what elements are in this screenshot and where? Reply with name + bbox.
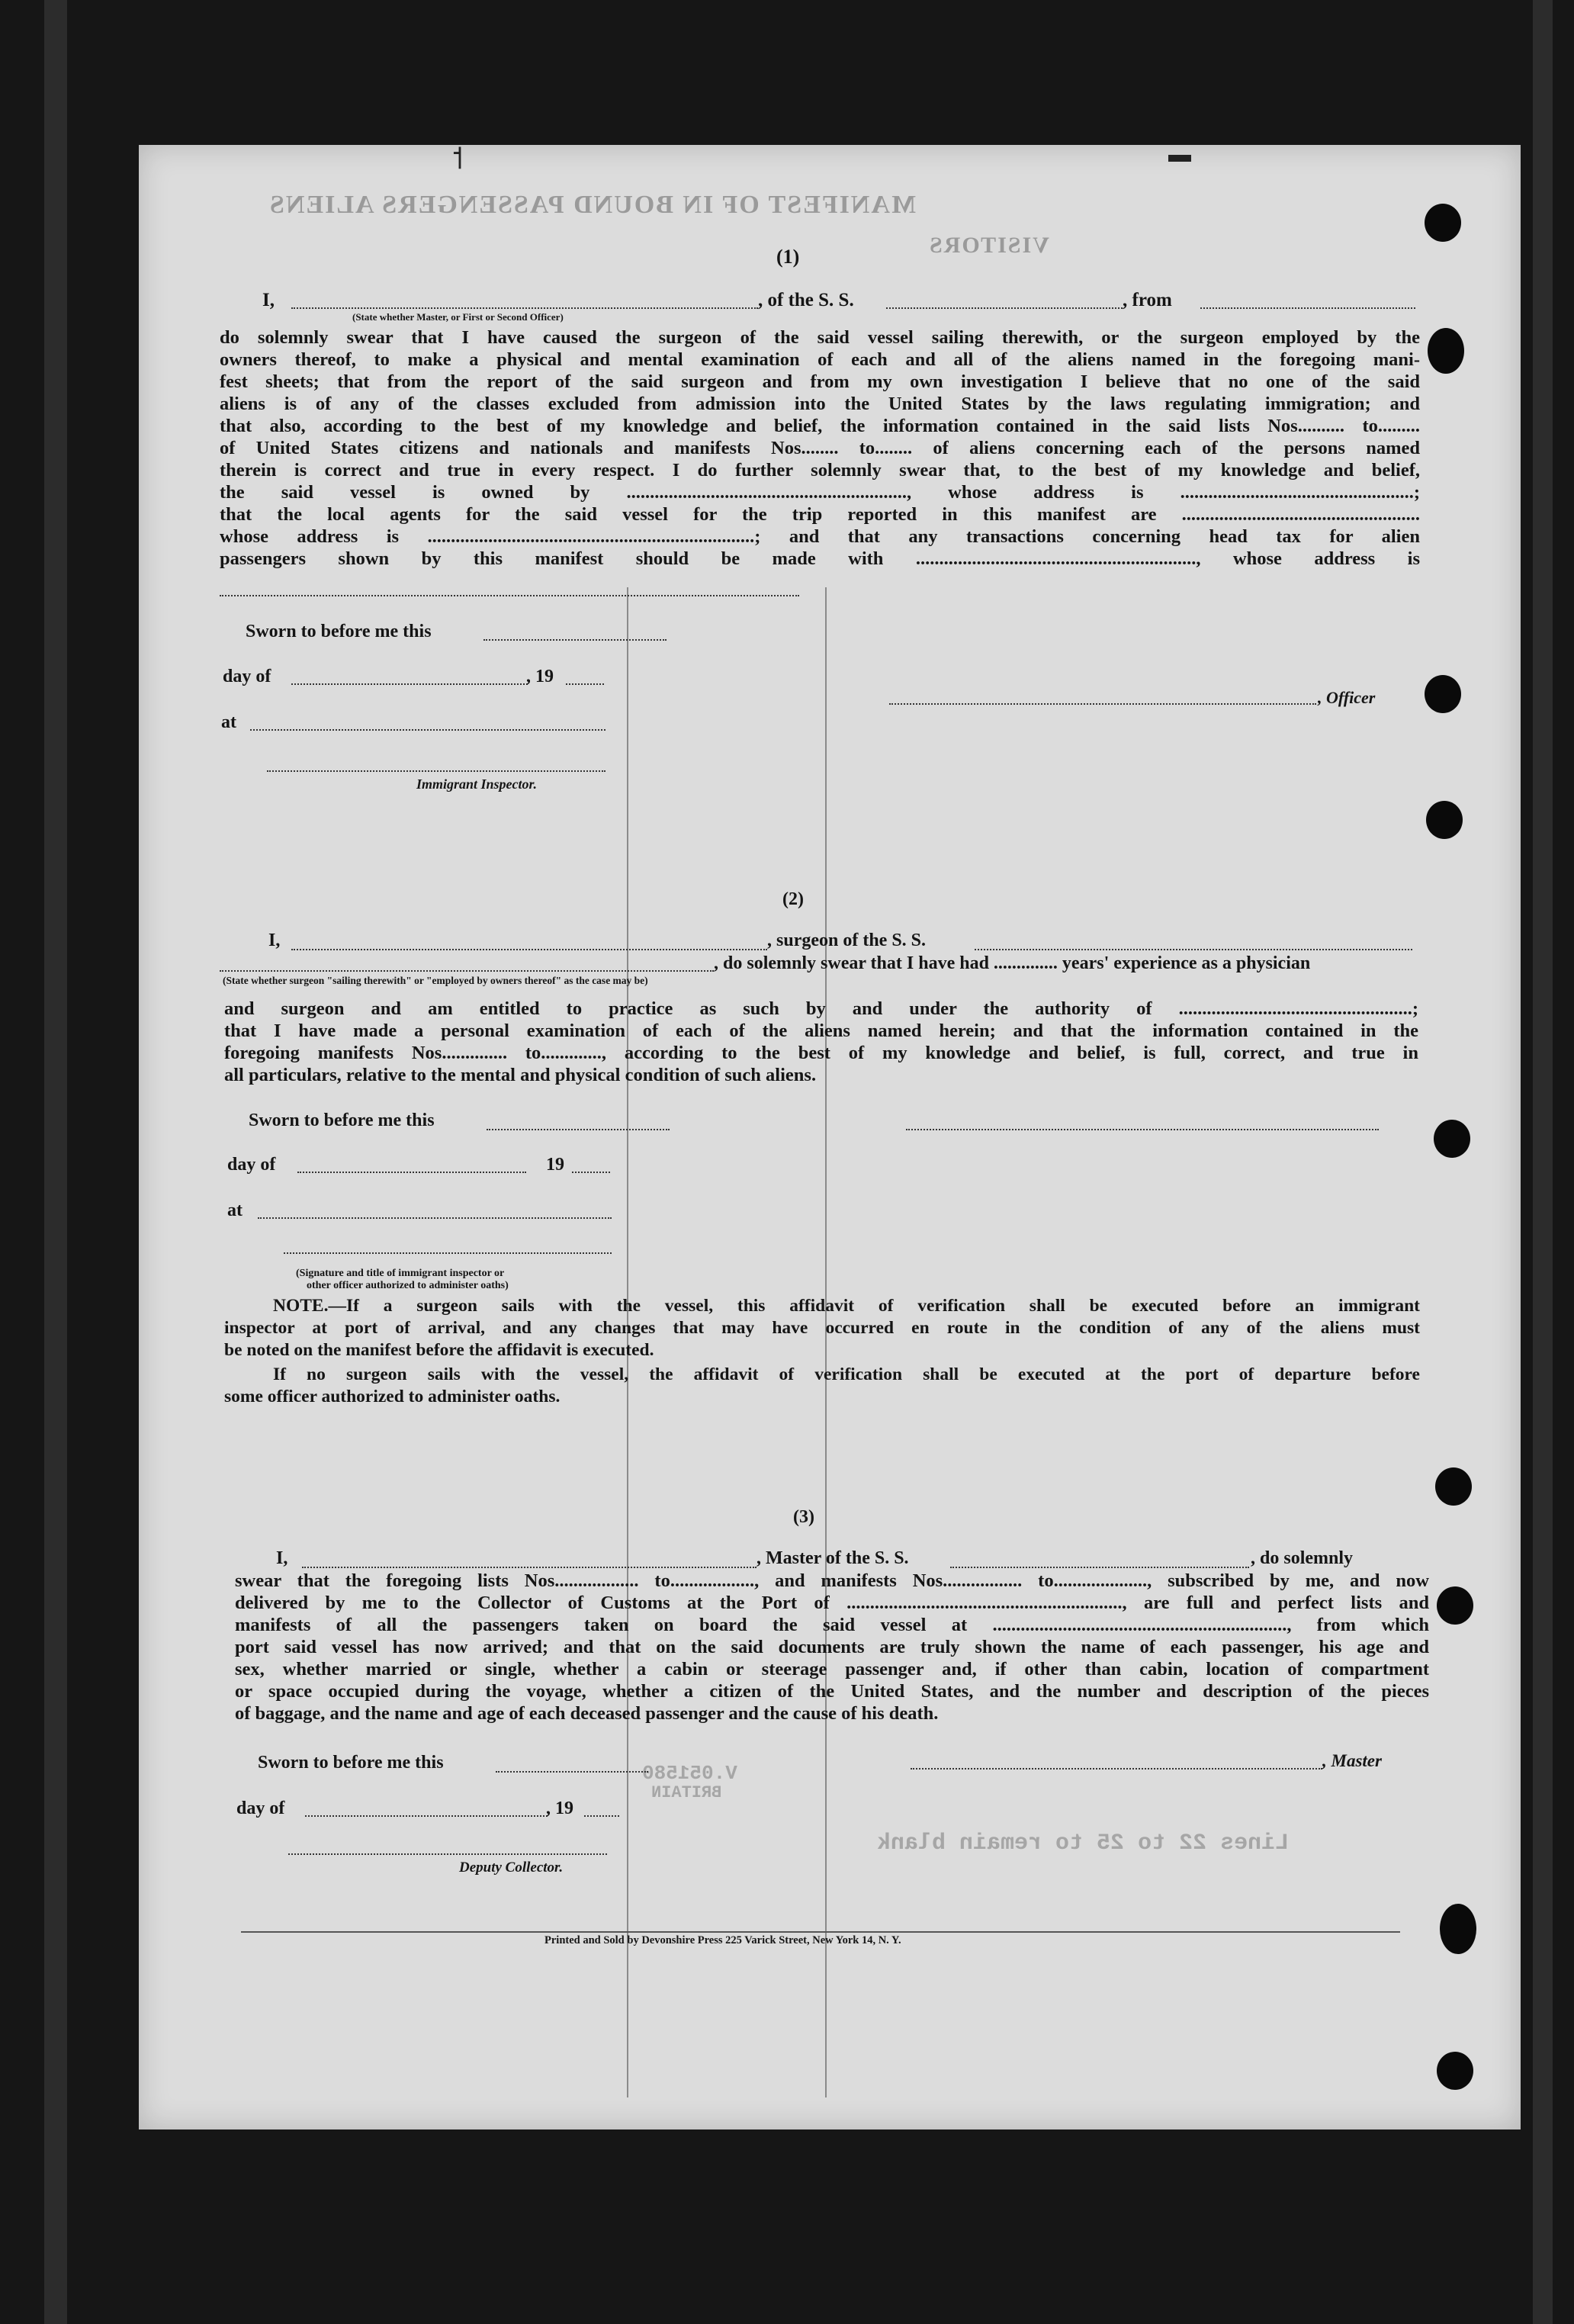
pencil-mark-right: ▬ (1168, 142, 1191, 167)
oath-line: therein is correct and true in every respect. I do further solemnly swear that, to the best of my knowledge and belief, (220, 460, 1420, 481)
section-1-of-ss: , of the S. S. (758, 290, 854, 310)
section-1-day-blank[interactable] (291, 683, 528, 685)
section-1-inspector-blank[interactable] (267, 770, 606, 772)
punch-hole (1425, 675, 1461, 713)
oath-line: or space occupied during the voyage, whether a citizen of the United States, and the number and description of the pieces (235, 1681, 1429, 1702)
section-2-i: I, (268, 931, 281, 950)
pencil-mark-left: ˦ (451, 141, 464, 175)
oath-line: the said vessel is owned by ............................................................, whose address is ..................................................; (220, 482, 1420, 503)
section-1-number: (1) (776, 246, 800, 268)
section-3-number: (3) (793, 1507, 814, 1527)
section-2-inspector-blank[interactable] (284, 1252, 612, 1254)
oath-line: that the local agents for the said vessel for the trip reported in this manifest are ................................................... (220, 504, 1420, 525)
oath-line: and surgeon and am entitled to practice as such by and under the authority of ..................................................; (224, 998, 1418, 1019)
section-2-surgeon-signature-blank[interactable] (906, 1129, 1379, 1130)
section-2-day-blank[interactable] (297, 1172, 526, 1173)
oath-line: whose address is ......................................................................; and that any transactions concerning head tax for alien (220, 526, 1420, 547)
section-2-signature-caption-2: other officer authorized to administer oaths) (307, 1280, 509, 1291)
oath-line: of United States citizens and nationals and manifests Nos........ to........ of aliens concerning each of the persons named (220, 438, 1420, 458)
section-3-deputy-label: Deputy Collector. (459, 1860, 564, 1876)
note-line: If no surgeon sails with the vessel, the affidavit of verification shall be executed at the port of departure before (273, 1365, 1420, 1384)
section-3-master-of-ss: , Master of the S. S. (756, 1548, 909, 1568)
section-3-master-label: , Master (1322, 1751, 1382, 1770)
punch-hole (1440, 1904, 1476, 1954)
bleed-through-footer-note: Lines 22 to 25 to remain blank (877, 1831, 1290, 1856)
section-1-whose-address-blank[interactable] (220, 595, 799, 596)
section-3-day-of-label: day of (236, 1798, 285, 1818)
section-1-inspector-label: Immigrant Inspector. (416, 776, 538, 792)
oath-line: manifests of all the passengers taken on board the said vessel at ..............................................................., from which (235, 1615, 1429, 1635)
film-frame-right-edge (1533, 0, 1553, 2324)
oath-line: delivered by me to the Collector of Customs at the Port of ..........................................................., are full and perfect lists and (235, 1593, 1429, 1613)
oath-line: fest sheets; that from the report of the said surgeon and from my own investigation I believe that no one of the said (220, 371, 1420, 392)
oath-line: swear that the foregoing lists Nos.................. to.................., and manifests Nos................. to...................., subscribed by me, and now (235, 1570, 1429, 1591)
section-2-sworn-label: Sworn to before me this (249, 1111, 435, 1130)
punch-hole (1428, 328, 1464, 374)
punch-hole (1434, 1120, 1470, 1158)
section-2-at-label: at (227, 1201, 243, 1220)
printer-imprint: Printed and Sold by Devonshire Press 225 Varick Street, New York 14, N. Y. (544, 1934, 901, 1946)
section-1-sworn-blank[interactable] (483, 639, 667, 641)
section-1-from-blank[interactable] (1200, 307, 1415, 309)
section-2-note-2 (224, 1364, 1420, 1408)
oath-line: sex, whether married or single, whether a cabin or steerage passenger and, if other than cabin, location of compartment (235, 1659, 1429, 1680)
punch-hole (1425, 204, 1461, 242)
section-1-rank-blank[interactable] (291, 307, 758, 309)
section-2-day-of-label: day of (227, 1155, 276, 1175)
section-1-year-blank[interactable] (566, 683, 604, 685)
section-2-line2: , do solemnly swear that I have had .............. years' experience as a physician (714, 953, 1311, 973)
section-1-from: , from (1123, 290, 1172, 310)
section-3-i: I, (276, 1548, 288, 1568)
bleed-through-visitors: VISITORS (928, 233, 1049, 258)
section-2-oath-text (224, 998, 1418, 1086)
film-frame-left-edge (44, 0, 67, 2324)
oath-line: that also, according to the best of my knowledge and belief, the information contained in the said lists Nos.......... to......... (220, 416, 1420, 436)
note-line: be noted on the manifest before the affidavit is executed. (224, 1340, 654, 1360)
section-1-sworn-label: Sworn to before me this (246, 622, 432, 641)
section-1-officer-label: , Officer (1318, 688, 1376, 707)
section-3-sworn-label: Sworn to before me this (258, 1753, 444, 1773)
section-2-vessel-blank[interactable] (975, 949, 1412, 950)
section-3-do-solemnly: , do solemnly (1251, 1548, 1354, 1568)
section-2-sworn-blank[interactable] (487, 1129, 670, 1130)
section-3-nineteen: , 19 (546, 1798, 573, 1818)
section-2-nineteen: 19 (546, 1155, 564, 1175)
section-2-capacity-caption: (State whether surgeon "sailing therewith" or "employed by owners thereof" as the case may be) (223, 975, 648, 986)
footer-rule (241, 1931, 1400, 1933)
section-2-note (224, 1295, 1420, 1361)
bleed-through-header: MANIFEST OF IN BOUND PASSENGERS ALIENS (268, 191, 917, 219)
section-1-at-label: at (221, 712, 236, 732)
section-3-name-blank[interactable] (302, 1567, 756, 1568)
bleed-through-id-2: BRITAIN (651, 1783, 722, 1802)
section-1-oath-text (220, 326, 1420, 570)
oath-line: passengers shown by this manifest should be made with ............................................................, whose address is (220, 548, 1420, 569)
section-1-nineteen: , 19 (526, 667, 554, 686)
section-1-i: I, (262, 290, 275, 310)
section-1-at-blank[interactable] (250, 729, 606, 731)
oath-line: do solemnly swear that I have caused the surgeon of the said vessel sailing therewith, or the surgeon employed by the (220, 327, 1420, 348)
section-3-vessel-blank[interactable] (950, 1567, 1249, 1568)
section-3-oath-text (235, 1570, 1429, 1725)
section-2-surgeon-of-ss: , surgeon of the S. S. (767, 931, 927, 950)
punch-hole (1435, 1467, 1472, 1506)
section-2-capacity-blank[interactable] (220, 970, 714, 972)
section-1-officer-blank[interactable] (889, 703, 1316, 705)
bleed-through-id-1: V.051580 (642, 1762, 737, 1785)
oath-line: all particulars, relative to the mental and physical condition of such aliens. (224, 1065, 817, 1085)
manifest-page (139, 141, 1521, 2130)
section-1-day-of-label: day of (223, 667, 271, 686)
punch-hole (1437, 2052, 1473, 2090)
oath-line: aliens is of any of the classes excluded from admission into the United States by the laws regulating immigration; and (220, 394, 1420, 414)
note-line: NOTE.—If a surgeon sails with the vessel, this affidavit of verification shall be executed before an immigrant (273, 1296, 1420, 1316)
section-2-name-blank[interactable] (291, 949, 767, 950)
oath-line: foregoing manifests Nos.............. to............., according to the best of my knowledge and belief, is full, correct, and true in (224, 1043, 1418, 1063)
oath-line: owners thereof, to make a physical and mental examination of each and all of the aliens named in the foregoing mani- (220, 349, 1420, 370)
section-1-vessel-blank[interactable] (886, 307, 1123, 309)
section-3-year-blank[interactable] (584, 1815, 619, 1817)
section-3-day-blank[interactable] (305, 1815, 548, 1817)
note-line: inspector at port of arrival, and any changes that may have occurred en route in the condition of any of the aliens must (224, 1318, 1420, 1338)
section-2-signature-caption-1: (Signature and title of immigrant inspector or (296, 1268, 505, 1279)
section-3-sworn-blank[interactable] (496, 1771, 648, 1773)
oath-line: that I have made a personal examination of each of the aliens named herein; and that the information contained in the (224, 1021, 1418, 1041)
oath-line: port said vessel has now arrived; and that on the said documents are truly shown the name of each passenger, his age and (235, 1637, 1429, 1657)
section-3-deputy-blank[interactable] (288, 1853, 607, 1855)
section-3-master-signature-blank[interactable] (911, 1768, 1322, 1770)
oath-line: of baggage, and the name and age of each deceased passenger and the cause of his death. (235, 1703, 939, 1724)
section-2-at-blank[interactable] (258, 1217, 612, 1219)
section-2-number: (2) (782, 889, 804, 909)
section-2-year-blank[interactable] (572, 1172, 610, 1173)
punch-hole (1437, 1586, 1473, 1625)
punch-hole (1426, 801, 1463, 839)
note-line: some officer authorized to administer oaths. (224, 1387, 561, 1406)
section-1-rank-caption: (State whether Master, or First or Second Officer) (352, 311, 564, 323)
